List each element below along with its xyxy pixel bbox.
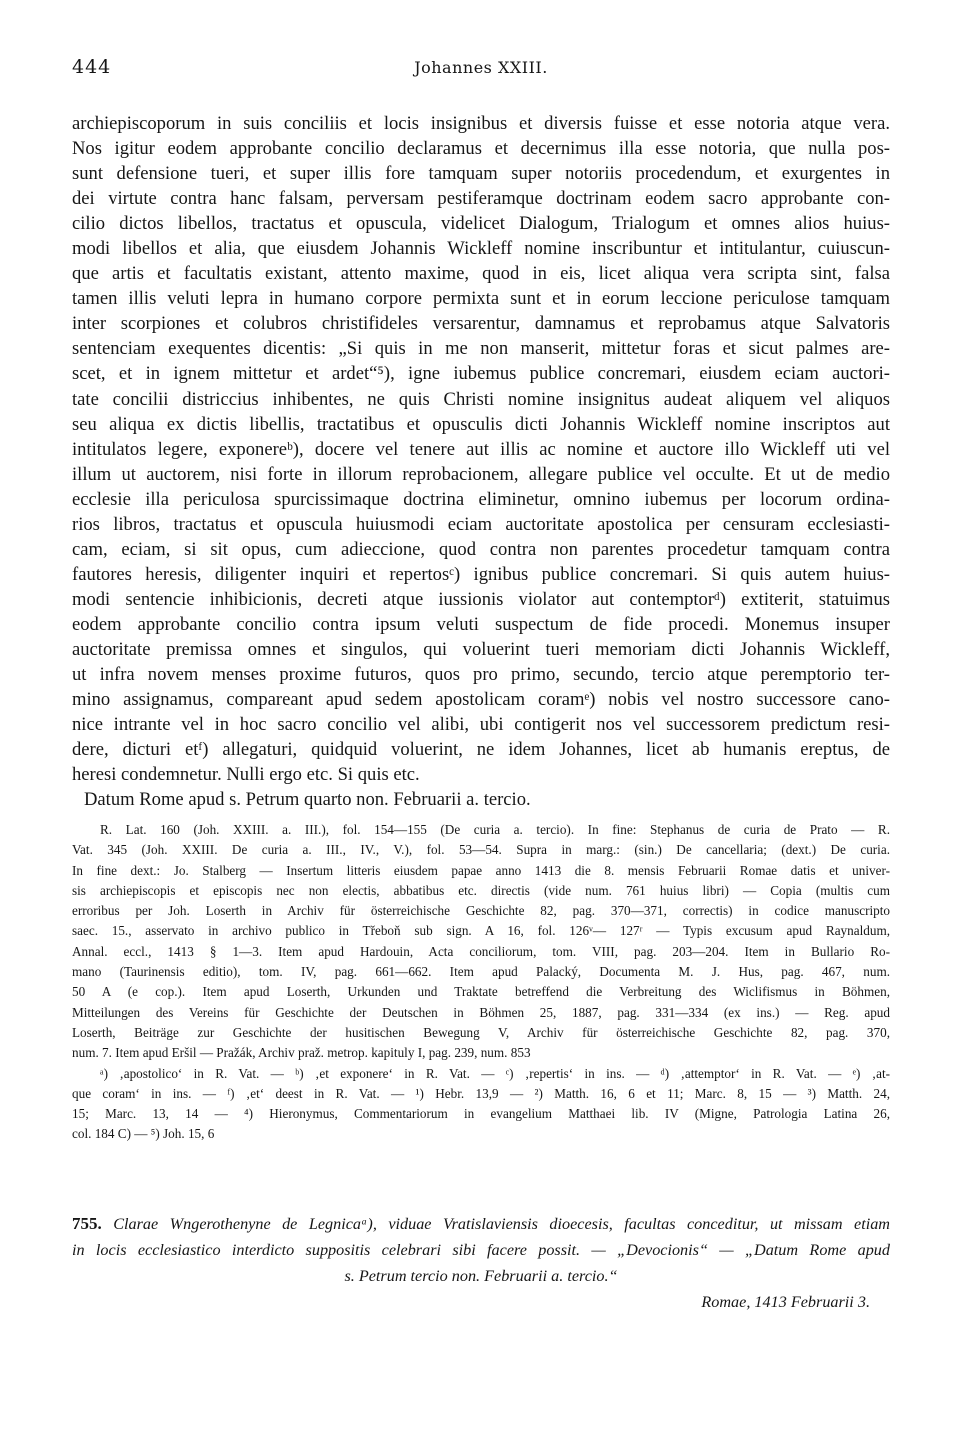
apparatus-line: 50 A (e cop.). Item apud Loserth, Urkunden und Traktate betreffend die Verbreitung des Wiclifismus in Böhmen, [72,984,890,1000]
text-line: scet, et in ignem mittetur et ardet“⁵), igne iubemus publice concremari, eiusdem eciam auctori- [72,363,890,385]
text-line: Nos igitur eodem approbante concilio declaramus et decernimus illa esse notoria, que nulla pos- [72,138,890,160]
apparatus-line: Loserth, Beiträge zur Geschichte der husitischen Bewegung V, Archiv für österreichische Geschichte 82, pag. 370, [72,1024,890,1040]
text-line: auctoritate premissa omnes et singulos, qui voluerint tueri memoriam dicti Johannis Wickleff, [72,638,890,660]
apparatus-line: Vat. 345 (Joh. XXIII. De curia a. III., IV., V.), fol. 53—54. Supra in marg.: (sin.) De cancellaria; (dext.) De curia. [72,842,890,858]
footnote-line: que coram‘ in ins. — ᶠ) ‚et‘ deest in R. Vat. — ¹) Hebr. 13,9 — ²) Matth. 16, 6 et 11; Marc. 8, 15 — ³) Matth. 24, [72,1085,890,1101]
text-line: illum ut auctorem, nisi forte in illorum reprobacionem, allegare publice vel occulte. Et ut de medio [72,463,890,485]
apparatus-line: Annal. eccl., 1413 § 1—3. Item apud Hardouin, Acta conciliorum, tom. VIII, pag. 203—204. Item in Bullario Ro- [72,943,890,959]
entry-number: 755. [72,1214,102,1233]
text-line: que artis et facultatis existant, attento maxime, quod in eis, licet aliqua vera scripta sint, falsa [72,263,890,285]
entry-regest-text: Clarae Wngerothenyne de Legnicaᵃ), viduae Vratislaviensis dioecesis, facultas conceditur, ut missam etiam [113,1215,890,1233]
text-line: fautores heresis, diligenter inquiri et repertosᶜ) ignibus publice concremari. Si quis autem huius- [72,563,890,585]
apparatus-line: mano (Taurinensis editio), tom. IV, pag. 661—662. Item apud Palacký, Documenta M. J. Hus, pag. 467, num. [72,964,890,980]
apparatus-line: Mitteilungen des Vereins für Geschichte der Deutschen in Böhmen 25, 1887, pag. 331—334 (ex ins.) — Reg. apud [72,1004,890,1020]
text-line: nice intrante vel in hoc sacro concilio vel alibi, ubi contigerit nos vel successorem predictum resi- [72,714,890,736]
text-line: heresi condemnetur. Nulli ergo etc. Si quis etc. [72,764,420,786]
text-line: dere, dicturi etᶠ) allegaturi, quidquid voluerint, ne idem Johannes, licet ab humanis ereptus, de [72,739,890,761]
text-line: sentenciam exequentes dicentis: „Si quis in me non manserit, mittetur foras et sicut palmes are- [72,338,890,360]
entry-line: in locis ecclesiastico interdicto suppositis celebrari sibi facere possit. — „Devocionis“ — „Datum Rome apud [72,1241,890,1259]
text-line: inter scorpiones et colubros christifideles versarentur, damnamus et reprobamus atque Salvatoris [72,313,890,335]
entry-line [72,1211,890,1237]
text-line: cilio dictos libellos, tractatus et opuscula, videlicet Dialogum, Trialogum et omnes alios huius- [72,213,890,235]
apparatus-line: In fine dext.: Jo. Stalberg — Insertum litteris eiusdem papae anno 1413 die 8. mensis Februarii Romae datis et univer- [72,862,890,878]
text-line: modi libellos et alia, que eiusdem Johannis Wickleff nomine inscribuntur et intitulantur, cuiuscun- [72,238,890,260]
footnote-line: col. 184 C) — ⁵) Joh. 15, 6 [72,1126,215,1142]
text-line: mino assignamus, compareant apud sedem apostolicam coramᵉ) nobis vel nostro successore cano- [72,689,890,711]
apparatus-line: saec. 15., asservato in archivo publico in Třeboň sub sign. A 16, fol. 126ᵛ— 127ʳ — Typis excusum apud Raynaldum, [72,923,890,939]
text-line: dei virtute contra hanc falsam, perversam pestiferamque doctrinam eodem sacro approbante con- [72,188,890,210]
text-line: archiepiscoporum in suis conciliis et locis insignibus et diversis fuisse et esse notoria atque vera. [72,113,890,134]
text-line: sunt defensione tueri, et super illis fore tamquam super notoriis procedendum, et exurgentes in [72,163,890,185]
apparatus-line: num. 7. Item apud Eršil — Pražák, Archiv praž. metrop. kapituly I, pag. 239, num. 853 [72,1045,531,1061]
next-entry [72,1211,890,1315]
apparatus-line: R. Lat. 160 (Joh. XXIII. a. III.), fol. 154—155 (De curia a. tercio). In fine: Stephanus de curia de Prato — R. [100,822,890,837]
text-line: rios libros, tractatus et opuscula huiusmodi eciam auctoritate apostolica per censuram ecclesiasti- [72,513,890,535]
apparatus-line: sis archiepiscopis et episcopis nec non electis, abbatibus etc. directis (vide num. 761 huius libri) — Copia (multis cum [72,882,890,898]
text-line: seu aliqua ex dictis libellis, tractatibus et opusculis dicti Johannis Wickleff nomine inscriptos aut [72,413,890,435]
text-line: intitulatos legere, exponereᵇ), docere vel tenere aut illis ac nomine et auctore illo Wickleff uti vel [72,438,890,460]
apparatus-line: erroribus per Joh. Loserth in Archiv für österreichische Geschichte 82, pag. 370—371, correctis) in codice manuscripto [72,903,890,919]
dating-clause: Datum Rome apud s. Petrum quarto non. Februarii a. tercio. [84,789,531,811]
critical-apparatus [72,820,890,1145]
text-line: tamen illis veluti lepra in humano corpore permixta sunt et in eorum leccione periculose tamquam [72,288,890,310]
page-header [72,56,890,84]
text-line: cam, eciam, si sit opus, cum adieccione, quod contra non parentes procedetur tamquam contra [72,538,890,560]
text-line: ut infra novem menses proxime futuros, quos pro primo, secundo, tercio atque peremptorio ter- [72,664,890,686]
text-line: ecclesie illa periculosa spurcissimaque doctrina eliminetur, omnino iubemus per locorum ordina- [72,488,890,510]
main-text [72,111,890,812]
entry-date: Romae, 1413 Februarii 3. [701,1293,870,1311]
running-title: Johannes XXIII. [414,58,548,77]
footnote-line: ᵃ) ‚apostolico‘ in R. Vat. — ᵇ) ‚et exponere‘ in R. Vat. — ᶜ) ‚repertis‘ in ins. — ᵈ) ‚attemptor‘ in R. Vat. — ᵉ) ‚at- [100,1065,890,1081]
page-number: 444 [72,56,112,78]
text-line: modi sentencie inhibicionis, decreti atque iussionis violator aut contemptorᵈ) extiterit, statuimus [72,588,890,610]
text-line: tate concilii districcius inhibentes, ne quis Christi nomine insignitus audeat aliquem vel aliquos [72,388,890,410]
text-line: eodem approbante concilio contra ipsum veluti suspectum de fide procedi. Monemus insuper [72,613,890,635]
entry-line: s. Petrum tercio non. Februarii a. tercio.“ [344,1267,618,1285]
footnote-line: 15; Marc. 13, 14 — ⁴) Hieronymus, Commentariorum in evangelium Matthaei lib. IV (Migne, Patrologia Latina 26, [72,1106,890,1122]
